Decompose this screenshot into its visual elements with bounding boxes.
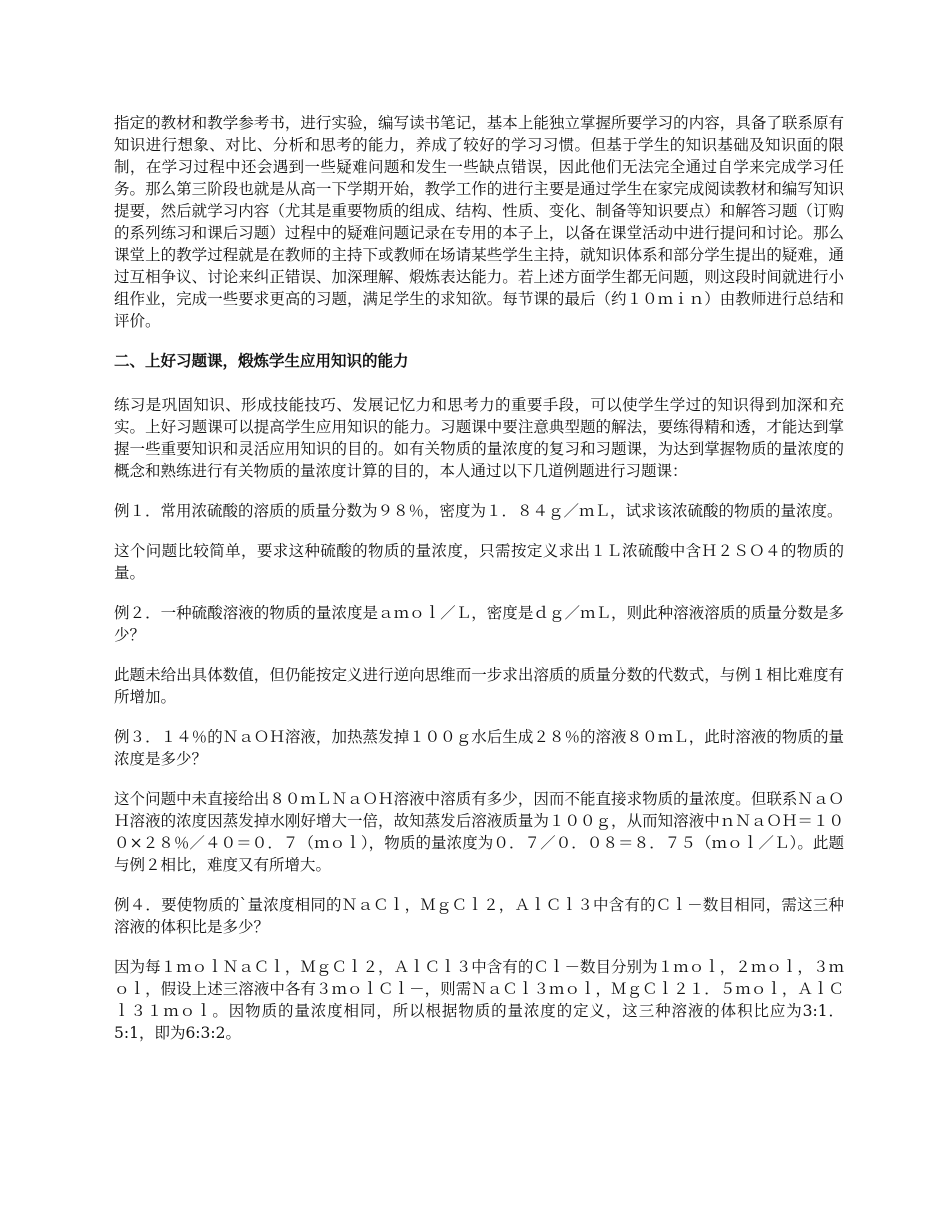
document-page — [114, 112, 844, 1062]
example-3-question: 例３．１４％的ＮａＯＨ溶液，加热蒸发掉１００ｇ水后生成２８％的溶液８０ｍＬ，此时溶液的物质的量浓度是多少？ — [114, 728, 844, 768]
example-1-question: 例１．常用浓硫酸的溶质的质量分数为９８％，密度为１．８４ｇ／ｍＬ，试求该浓硫酸的物质的量浓度。 — [114, 502, 843, 520]
example-2-question: 例２．一种硫酸溶液的物质的量浓度是ａｍｏｌ／Ｌ，密度是ｄｇ／ｍＬ，则此种溶液溶质的质量分数是多少？ — [114, 604, 844, 644]
section-heading: 二、上好习题课，煅炼学生应用知识的能力 — [114, 352, 409, 370]
example-4-question: 例４．要使物质的`量浓度相同的ＮａＣｌ，ＭｇＣｌ２，ＡｌＣｌ３中含有的Ｃｌ－数目相同，需这三种溶液的体积比是多少？ — [114, 896, 844, 936]
example-4-comment: 因为每１ｍｏｌＮａＣｌ，ＭｇＣｌ２，ＡｌＣｌ３中含有的Ｃｌ－数目分别为１ｍｏｌ，２ｍｏｌ，３ｍｏｌ，假设上述三溶液中各有３ｍｏｌＣｌ－，则需ＮａＣｌ３ｍｏｌ，ＭｇＣｌ２１．５ｍｏｌ，ＡｌＣｌ３１ｍｏｌ。因物质的量浓度相同，所以根据物质的量浓度的定义，这三种溶液的体积比应为3:1．5:1，即为6:3:2。 — [114, 958, 844, 1042]
example-3-comment: 这个问题中未直接给出８０ｍＬＮａＯＨ溶液中溶质有多少，因而不能直接求物质的量浓度。但联系ＮａＯＨ溶液的浓度因蒸发掉水刚好增大一倍，故知蒸发后溶液质量为１００ｇ，从而知溶液中ｎＮａＯＨ＝１００×２８％／４０＝０．７（ｍｏｌ），物质的量浓度为０．７／０．０８＝８．７５（ｍｏｌ／Ｌ）。此题与例２相比，难度又有所增大。 — [114, 790, 844, 874]
example-2-comment: 此题未给出具体数值，但仍能按定义进行逆向思维而一步求出溶质的质量分数的代数式，与例１相比难度有所增加。 — [114, 666, 844, 706]
section-intro-paragraph: 练习是巩固知识、形成技能技巧、发展记忆力和思考力的重要手段，可以使学生学过的知识得到加深和充实。上好习题课可以提高学生应用知识的能力。习题课中要注意典型题的解法，要练得精和透，才能达到掌握一些重要知识和灵活应用知识的目的。如有关物质的量浓度的复习和习题课，为达到掌握物质的量浓度的概念和熟练进行有关物质的量浓度计算的目的，本人通过以下几道例题进行习题课： — [114, 396, 844, 480]
intro-paragraph: 指定的教材和教学参考书，进行实验，编写读书笔记，基本上能独立掌握所要学习的内容，具备了联系原有知识进行想象、对比、分析和思考的能力，养成了较好的学习习惯。但基于学生的知识基础及知识面的限制，在学习过程中还会遇到一些疑难问题和发生一些缺点错误，因此他们无法完全通过自学来完成学习任务。那么第三阶段也就是从高一下学期开始，教学工作的进行主要是通过学生在家完成阅读教材和编写知识提要，然后就学习内容（尤其是重要物质的组成、结构、性质、变化、制备等知识要点）和解答习题（订购的系列练习和课后习题）过程中的疑难问题记录在专用的本子上，以备在课堂活动中进行提问和讨论。那么课堂上的教学过程就是在教师的主持下或教师在场请某些学生主持，就知识体系和部分学生提出的疑难，通过互相争议、讨论来纠正错误、加深理解、煅炼表达能力。若上述方面学生都无问题，则这段时间就进行小组作业，完成一些要求更高的习题，满足学生的求知欲。每节课的最后（约１０ｍｉｎ）由教师进行总结和评价。 — [114, 114, 844, 330]
example-1-comment: 这个问题比较简单，要求这种硫酸的物质的量浓度，只需按定义求出１Ｌ浓硫酸中含Ｈ２ＳＯ４的物质的量。 — [114, 542, 844, 582]
